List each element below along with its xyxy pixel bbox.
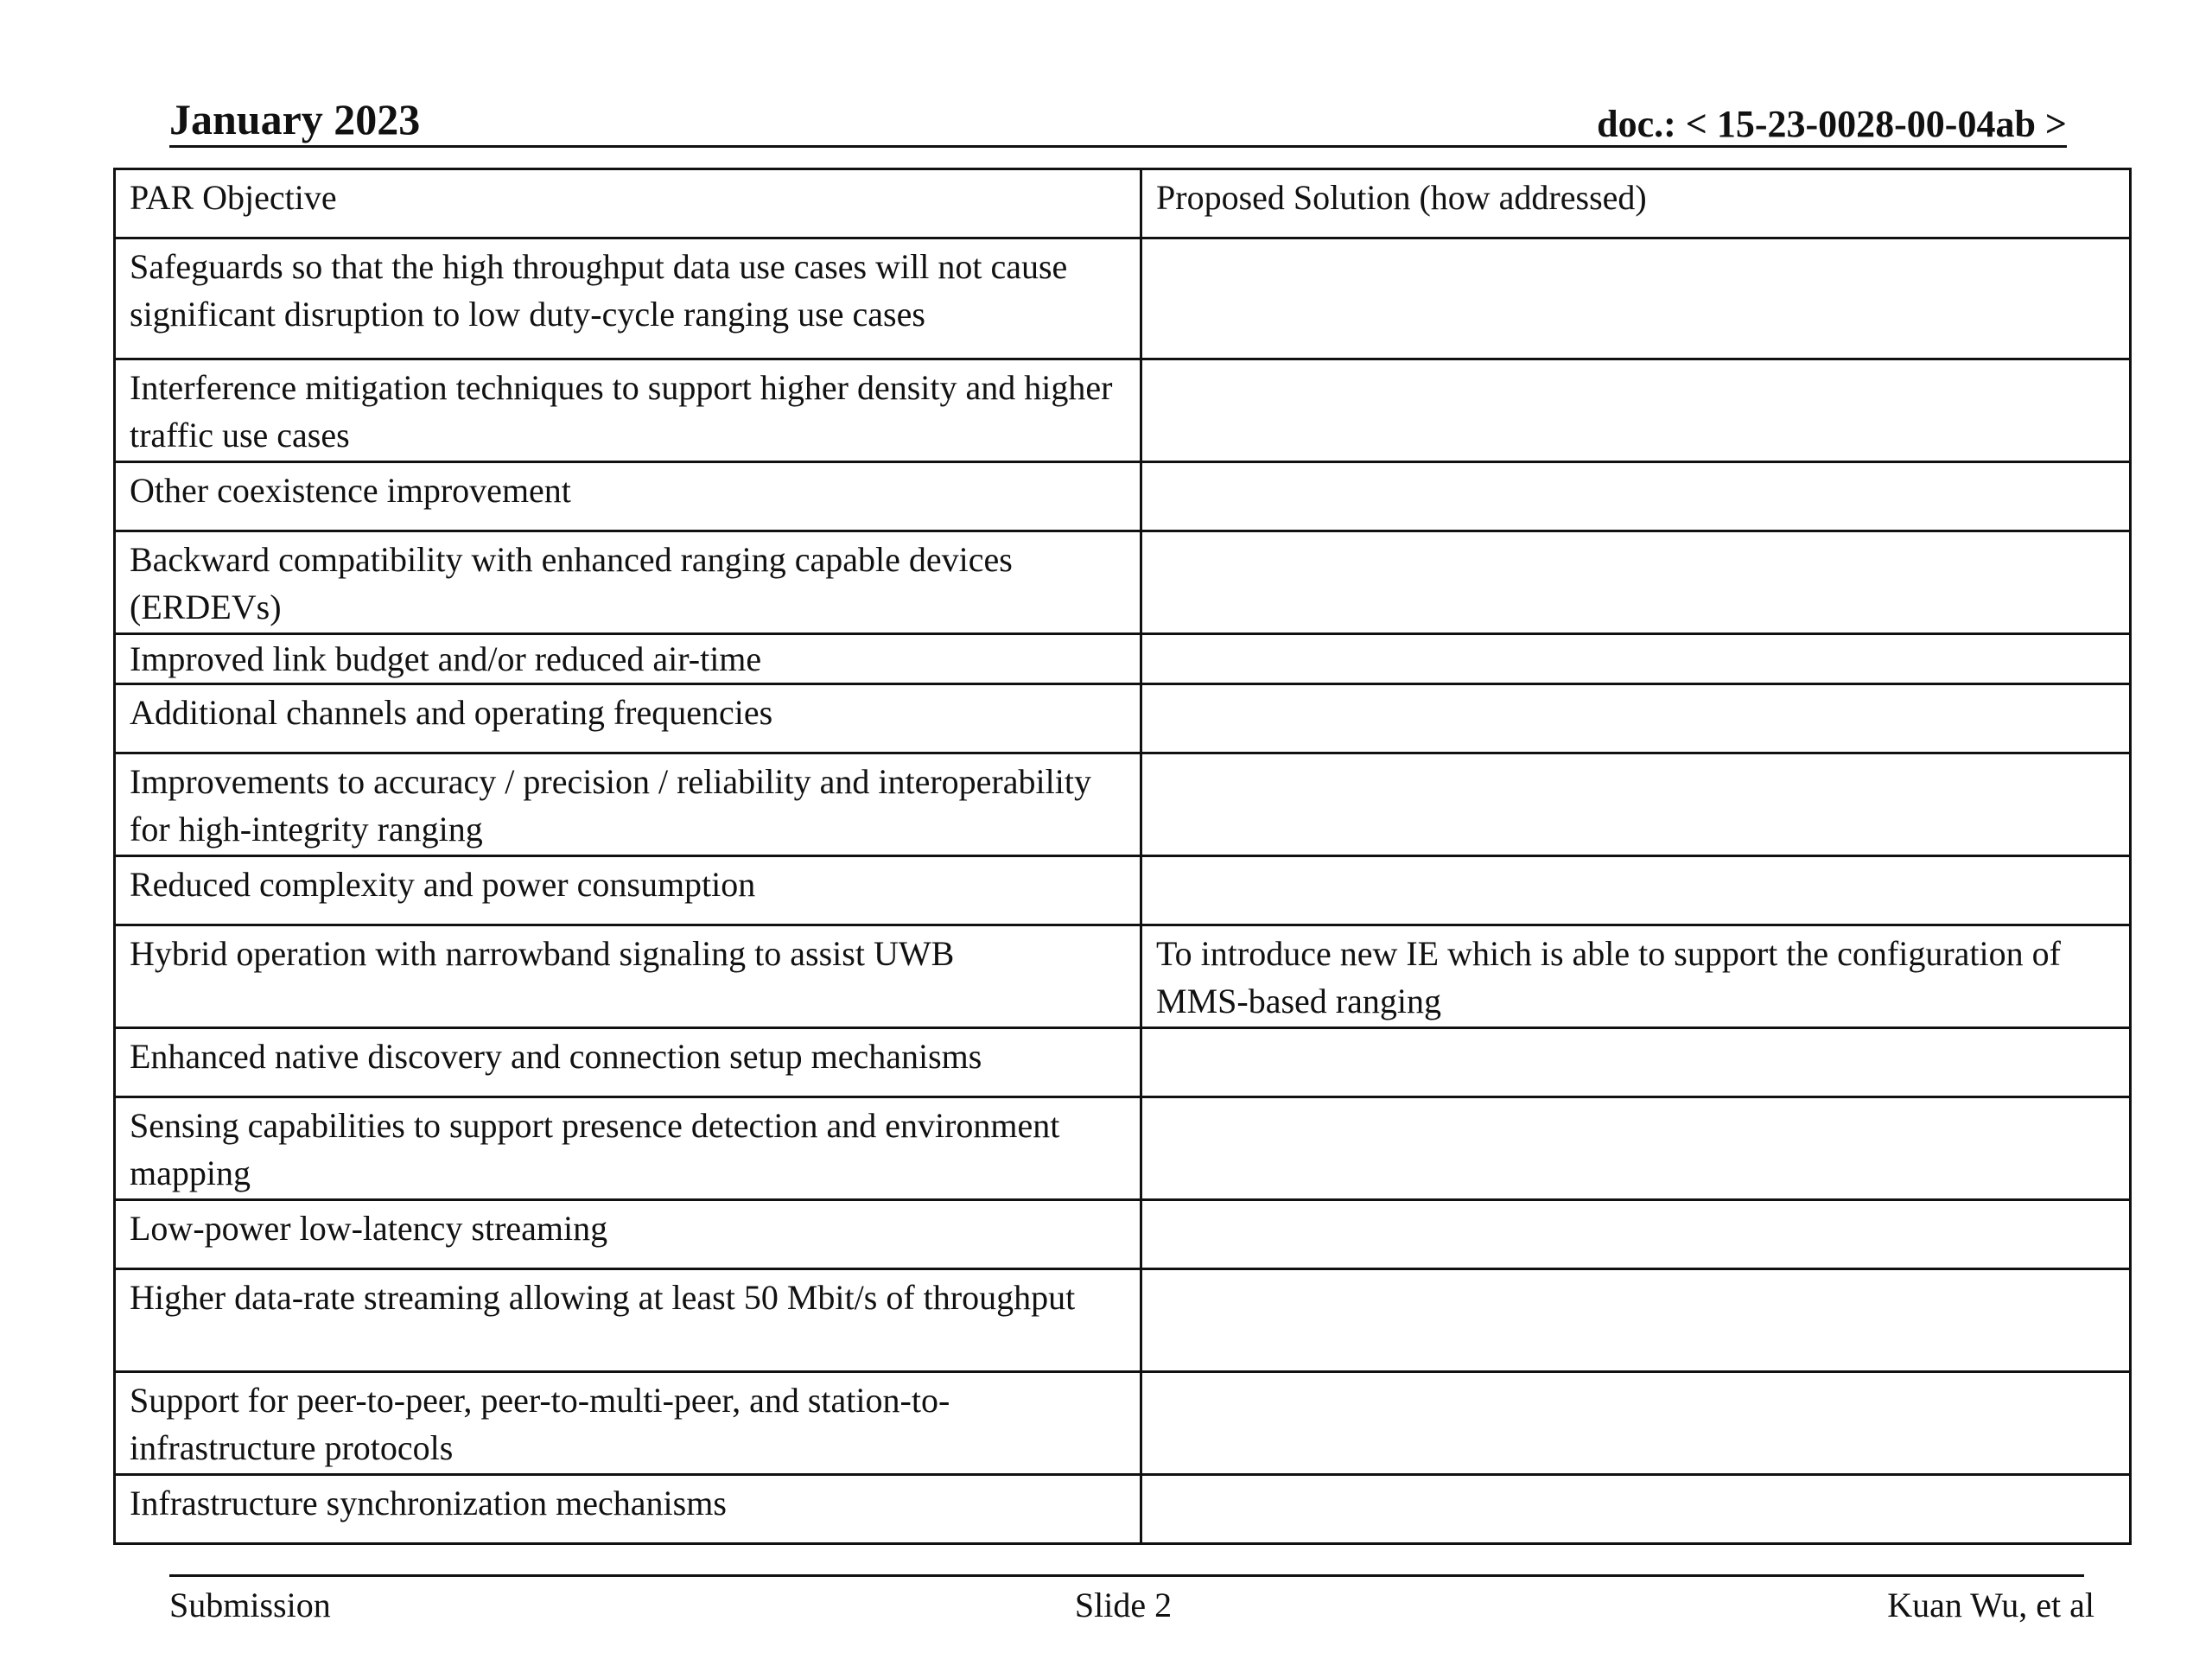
solution-cell: To introduce new IE which is able to support the configuration of MMS-based ranging — [1141, 925, 2131, 1028]
table-row — [115, 1200, 2131, 1269]
table-row — [115, 1097, 2131, 1200]
solution-cell — [1141, 1097, 2131, 1200]
objective-cell: Infrastructure synchronization mechanisms — [115, 1475, 1141, 1544]
solution-cell — [1141, 1269, 2131, 1372]
objective-cell: Additional channels and operating frequencies — [115, 684, 1141, 753]
objective-cell: Support for peer-to-peer, peer-to-multi-peer, and station-to-infrastructure protocols — [115, 1372, 1141, 1475]
par-objectives-table — [113, 168, 2132, 1545]
table-row — [115, 1475, 2131, 1544]
solution-cell — [1141, 359, 2131, 462]
header-cell-solution: Proposed Solution (how addressed) — [1141, 169, 2131, 238]
header-date: January 2023 — [169, 95, 421, 143]
objective-cell: Backward compatibility with enhanced ranging capable devices (ERDEVs) — [115, 531, 1141, 634]
table-row — [115, 925, 2131, 1028]
table-row — [115, 531, 2131, 634]
objective-cell: Improvements to accuracy / precision / reliability and interoperability for high-integrity ranging — [115, 753, 1141, 856]
table-row — [115, 1028, 2131, 1097]
solution-cell — [1141, 856, 2131, 925]
header-cell-objective: PAR Objective — [115, 169, 1141, 238]
objective-cell: Other coexistence improvement — [115, 462, 1141, 531]
table-row — [115, 238, 2131, 359]
solution-cell — [1141, 1200, 2131, 1269]
solution-cell — [1141, 1475, 2131, 1544]
table-row — [115, 634, 2131, 684]
solution-cell — [1141, 531, 2131, 634]
solution-cell — [1141, 1028, 2131, 1097]
header-divider — [169, 145, 2067, 148]
footer-author: Kuan Wu, et al — [1887, 1586, 2094, 1624]
header-doc-id: doc.: < 15-23-0028-00-04ab > — [1597, 103, 2067, 145]
solution-cell — [1141, 462, 2131, 531]
solution-cell — [1141, 238, 2131, 359]
objective-cell: Hybrid operation with narrowband signaling to assist UWB — [115, 925, 1141, 1028]
objective-cell: Higher data-rate streaming allowing at least 50 Mbit/s of throughput — [115, 1269, 1141, 1372]
objective-cell: Improved link budget and/or reduced air-time — [115, 634, 1141, 684]
table-row — [115, 684, 2131, 753]
objective-cell: Sensing capabilities to support presence detection and environment mapping — [115, 1097, 1141, 1200]
footer-slide-number: Slide 2 — [1074, 1586, 1173, 1624]
objective-cell: Interference mitigation techniques to support higher density and higher traffic use cases — [115, 359, 1141, 462]
table-row — [115, 359, 2131, 462]
table-row — [115, 1372, 2131, 1475]
solution-cell — [1141, 753, 2131, 856]
footer-divider — [169, 1574, 2084, 1577]
objective-cell: Safeguards so that the high throughput data use cases will not cause significant disruption to low duty-cycle ranging use cases — [115, 238, 1141, 359]
footer-submission: Submission — [169, 1586, 331, 1624]
table-row — [115, 856, 2131, 925]
solution-cell — [1141, 634, 2131, 684]
table-row — [115, 462, 2131, 531]
table-row — [115, 1269, 2131, 1372]
objective-cell: Reduced complexity and power consumption — [115, 856, 1141, 925]
objective-cell: Enhanced native discovery and connection setup mechanisms — [115, 1028, 1141, 1097]
solution-cell — [1141, 684, 2131, 753]
table-header-row — [115, 169, 2131, 238]
table-row — [115, 753, 2131, 856]
objective-cell: Low-power low-latency streaming — [115, 1200, 1141, 1269]
solution-cell — [1141, 1372, 2131, 1475]
